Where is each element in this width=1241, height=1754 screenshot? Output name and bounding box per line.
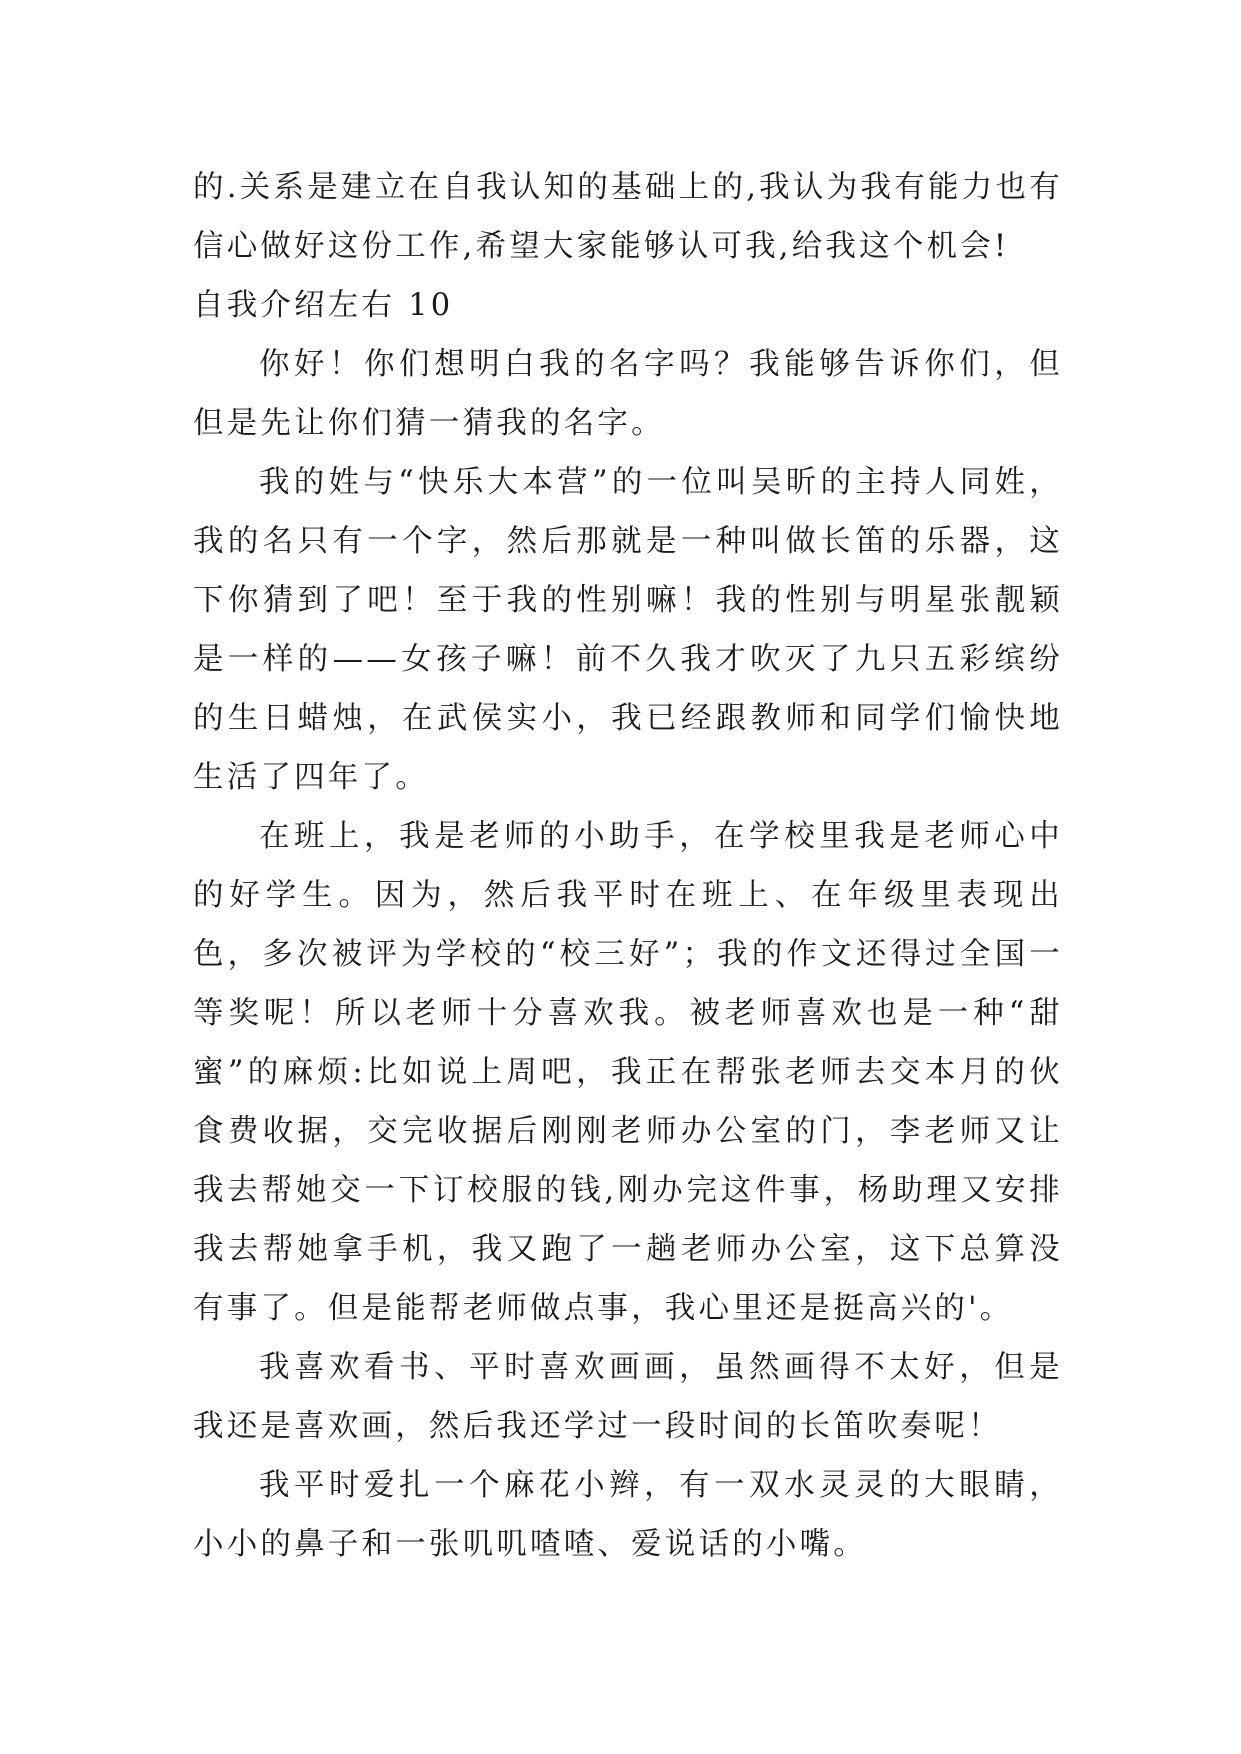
lead-paragraph: 的.关系是建立在自我认知的基础上的,我认为我有能力也有信心做好这份工作,希望大家能够认可我,给我这个机会!	[193, 170, 1063, 264]
section-title: 自我介绍左右 10	[193, 288, 454, 323]
paragraph-greeting: 你好！你们想明白我的名字吗？我能够告诉你们，但但是先让你们猜一猜我的名字。	[193, 347, 1063, 441]
paragraph-hobbies: 我喜欢看书、平时喜欢画画，虽然画得不太好，但是我还是喜欢画，然后我还学过一段时间的长笛吹奏呢！	[193, 1350, 1063, 1444]
paragraph-appearance: 我平时爱扎一个麻花小辫，有一双水灵灵的大眼睛，小小的鼻子和一张叽叽喳喳、爱说话的小嘴。	[193, 1468, 1063, 1562]
document-body	[193, 158, 1063, 1574]
paragraph-name-clues: 我的姓与“快乐大本营”的一位叫吴昕的主持人同姓，我的名只有一个字，然后那就是一种叫做长笛的乐器，这下你猜到了吧！至于我的性别嘛！我的性别与明星张靓颖是一样的——女孩子嘛！前不久我才吹灭了九只五彩缤纷的生日蜡烛，在武侯实小，我已经跟教师和同学们愉快地生活了四年了。	[193, 465, 1063, 795]
paragraph-school-life: 在班上，我是老师的小助手，在学校里我是老师心中的好学生。因为，然后我平时在班上、在年级里表现出色，多次被评为学校的“校三好”；我的作文还得过全国一等奖呢！所以老师十分喜欢我。被老师喜欢也是一种“甜蜜”的麻烦:比如说上周吧，我正在帮张老师去交本月的伙食费收据，交完收据后刚刚老师办公室的门，李老师又让我去帮她交一下订校服的钱,刚办完这件事，杨助理又安排我去帮她拿手机，我又跑了一趟老师办公室，这下总算没有事了。但是能帮老师做点事，我心里还是挺高兴的'。	[193, 819, 1063, 1326]
